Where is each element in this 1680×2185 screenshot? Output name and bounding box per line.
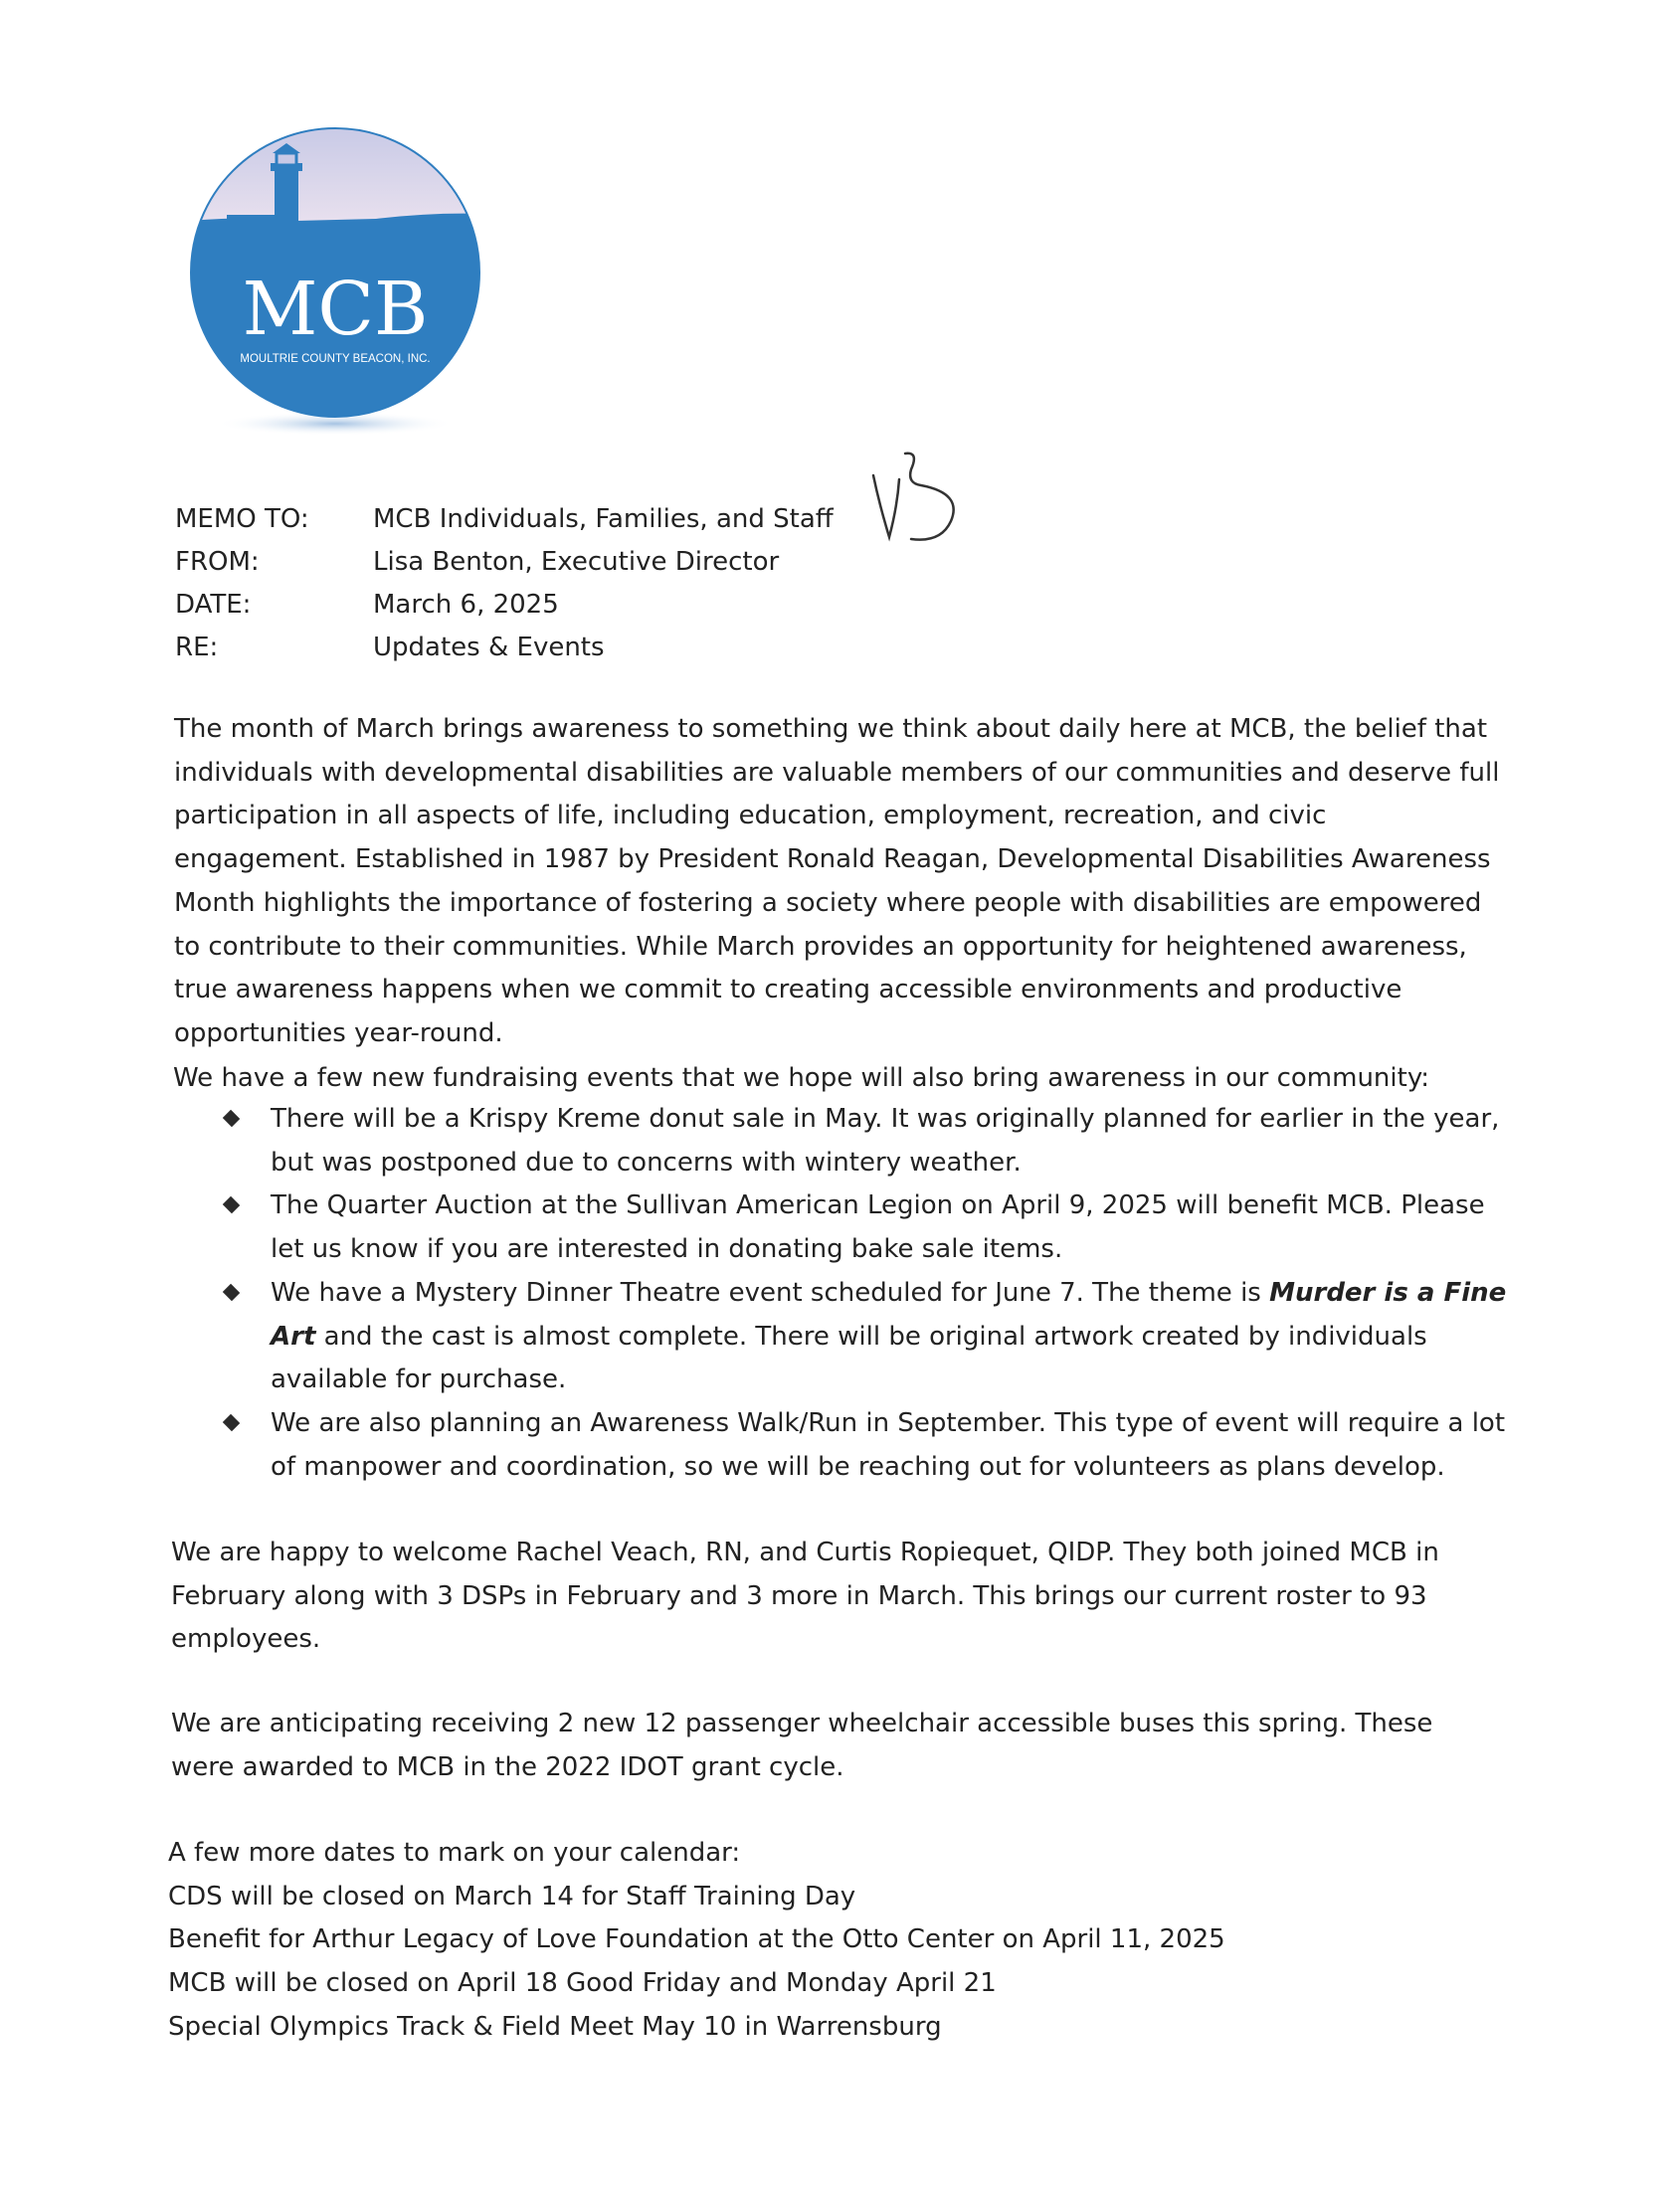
calendar-date-item: Benefit for Arthur Legacy of Love Foundation at the Otto Center on April 11, 2025 (168, 1924, 1225, 1955)
diamond-bullet-icon (223, 1196, 240, 1213)
calendar-date-item: CDS will be closed on March 14 for Staff Training Day (168, 1881, 856, 1912)
memo-to-row (175, 502, 1070, 545)
memo-from-label: FROM: (175, 547, 260, 577)
memo-to-value: MCB Individuals, Families, and Staff (373, 504, 834, 534)
calendar-intro: A few more dates to mark on your calendar: (168, 1838, 741, 1868)
mcb-logo (167, 123, 503, 440)
calendar-date-item: Special Olympics Track & Field Meet May 10 in Warrensburg (168, 2011, 942, 2042)
list-item (219, 1098, 1512, 1184)
intro-paragraph: The month of March brings awareness to something we think about daily here at MCB, the belief that individuals with developmental disabilities are valuable members of our communities and deserve full participation in all aspects of life, including education, employment, recreation, and civic engagement. Established in 1987 by President Ronald Reagan, Developmental Disabilities Awareness Month highlights the importance of fostering a society where people with disabilities are empowered to contribute to their communities. While March provides an opportunity for heightened awareness, true awareness happens when we commit to creating accessible environments and productive opportunities year-round. (174, 714, 1500, 1048)
calendar-section (168, 1832, 1481, 2050)
list-item (219, 1272, 1512, 1402)
event-text: There will be a Krispy Kreme donut sale in May. It was originally planned for earlier in the year, but was postponed due to concerns with wintery weather. (271, 1104, 1500, 1178)
memo-re-label: RE: (175, 633, 219, 662)
memo-re-row (175, 631, 1070, 673)
diamond-bullet-icon (223, 1414, 240, 1431)
diamond-bullet-icon (223, 1284, 240, 1301)
events-intro: We have a few new fundraising events that we hope will also bring awareness in our community: (173, 1063, 1430, 1093)
memo-from-row (175, 545, 1070, 588)
events-list (219, 1098, 1512, 1489)
event-text-after: and the cast is almost complete. There will be original artwork created by individuals available for purchase. (271, 1321, 1427, 1395)
welcome-paragraph: We are happy to welcome Rachel Veach, RN, and Curtis Ropiequet, QIDP. They both joined MCB in February along with 3 DSPs in February and 3 more in March. This brings our current roster to 93 employees. (171, 1538, 1439, 1655)
calendar-date-item: MCB will be closed on April 18 Good Friday and Monday April 21 (168, 1968, 997, 1999)
memo-to-label: MEMO TO: (175, 504, 309, 534)
event-text: We are also planning an Awareness Walk/Run in September. This type of event will require a lot of manpower and coordination, so we will be reaching out for volunteers as plans develop. (271, 1407, 1506, 1482)
memo-date-row (175, 588, 1070, 631)
event-theme: Murder is a Fine Art (271, 1277, 1507, 1352)
memo-re-value: Updates & Events (373, 633, 605, 662)
memo-date-label: DATE: (175, 590, 252, 620)
memo-from-value: Lisa Benton, Executive Director (373, 547, 780, 577)
memo-date-value: March 6, 2025 (373, 590, 559, 620)
event-text-before: We have a Mystery Dinner Theatre event scheduled for June 7. The theme is (271, 1277, 1270, 1308)
list-item (219, 1402, 1512, 1489)
logo-subtitle: MOULTRIE COUNTY BEACON, INC. (240, 353, 431, 365)
event-text (271, 1278, 1506, 1394)
diamond-bullet-icon (223, 1110, 240, 1127)
memo-header (175, 502, 1070, 673)
buses-paragraph: We are anticipating receiving 2 new 12 passenger wheelchair accessible buses this spring. These were awarded to MCB in the 2022 IDOT grant cycle. (171, 1709, 1433, 1782)
event-text: The Quarter Auction at the Sullivan American Legion on April 9, 2025 will benefit MCB. Please let us know if you are interested in donating bake sale items. (271, 1190, 1485, 1265)
list-item (219, 1184, 1512, 1271)
logo-text: MCB (242, 267, 429, 352)
